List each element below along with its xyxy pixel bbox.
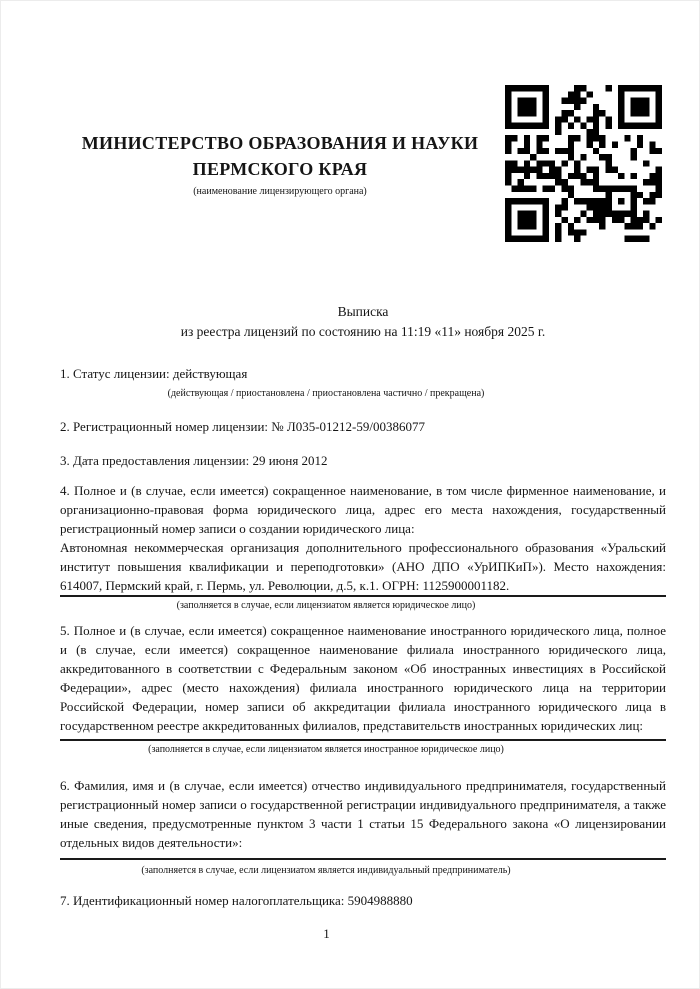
title-line2-date: из реестра лицензий по состоянию на 11:19 «11» ноября 2025 г. — [180, 324, 546, 339]
foreign-entity-caption: (заполняется в случае, если лицензиатом является иностранное юридическое лицо) — [148, 744, 504, 755]
taxpayer-id-text: 7. Идентификационный номер налогоплательщика: 5904988880 — [60, 893, 413, 908]
document-title — [60, 302, 666, 342]
issuing-authority-header — [60, 130, 500, 198]
legal-entity-caption: (заполняется в случае, если лицензиатом является юридическое лицо) — [176, 600, 476, 611]
fill-line-rule — [60, 739, 666, 741]
ministry-name-line1: МИНИСТЕРСТВО ОБРАЗОВАНИЯ И НАУКИ — [81, 133, 479, 153]
registration-number-text: 2. Регистрационный номер лицензии: № Л035-01212-59/00386077 — [60, 419, 426, 434]
item-legal-entity — [60, 481, 666, 612]
ministry-name-line2: ПЕРМСКОГО КРАЯ — [192, 159, 368, 179]
grant-date-text: 3. Дата предоставления лицензии: 29 июня 2012 — [60, 453, 328, 468]
entrepreneur-label: 6. Фамилия, имя и (в случае, если имеется) отчество индивидуального предпринимателя, государственный регистрационный номер записи о государственной регистрации индивидуального предпринимателя, а также иные сведения, предусмотренные пунктом 3 части 1 статьи 15 Федерального закона «О лицензировании отдельных видов деятельности»: — [60, 778, 666, 850]
item-license-status — [60, 364, 666, 400]
page-number: 1 — [323, 926, 330, 941]
entrepreneur-caption: (заполняется в случае, если лицензиатом является индивидуальный предприниматель) — [141, 865, 511, 876]
license-status-options-caption: (действующая / приостановлена / приостановлена частично / прекращена) — [167, 388, 485, 399]
foreign-entity-label: 5. Полное и (в случае, если имеется) сокращенное наименование иностранного юридического лица, полное и (в случае, если имеется) сокращенное наименование филиала иностранного юридического лица, аккредитованного в соответствии с Федеральным законом «Об иностранных инвестициях в Российской Федерации», адрес (место нахождения) филиала иностранного юридического лица на территории Российской Федерации, номер записи об аккредитации филиала иностранного юридического лица в государственном реестре аккредитованных филиалов, представительств иностранных юридических лиц: — [60, 623, 666, 733]
title-line1: Выписка — [337, 304, 389, 319]
license-status-text: 1. Статус лицензии: действующая — [60, 366, 248, 381]
item-grant-date — [60, 451, 666, 470]
item-registration-number — [60, 417, 666, 436]
item-taxpayer-id — [60, 891, 666, 910]
qr-code-icon — [505, 85, 662, 242]
fill-line-rule — [60, 858, 666, 860]
item-entrepreneur — [60, 776, 666, 877]
legal-entity-label: 4. Полное и (в случае, если имеется) сокращенное наименование, в том числе фирменное наименование, и организационно-правовая форма юридического лица, адрес его места нахождения, государственный регистрационный номер записи о создании юридического лица: — [60, 483, 666, 536]
issuing-authority-caption: (наименование лицензирующего органа) — [193, 186, 367, 197]
fill-line-rule — [60, 595, 666, 597]
item-foreign-entity — [60, 621, 666, 756]
legal-entity-value: Автономная некоммерческая организация дополнительного профессионального образования «Уральский институт повышения квалификации и переподготовки» (АНО ДПО «УрИПКиП»). Место нахождения: 614007, Пермский край, г. Пермь, ул. Революции, д.5, к.1. ОГРН: 1125900001182. — [60, 540, 666, 593]
